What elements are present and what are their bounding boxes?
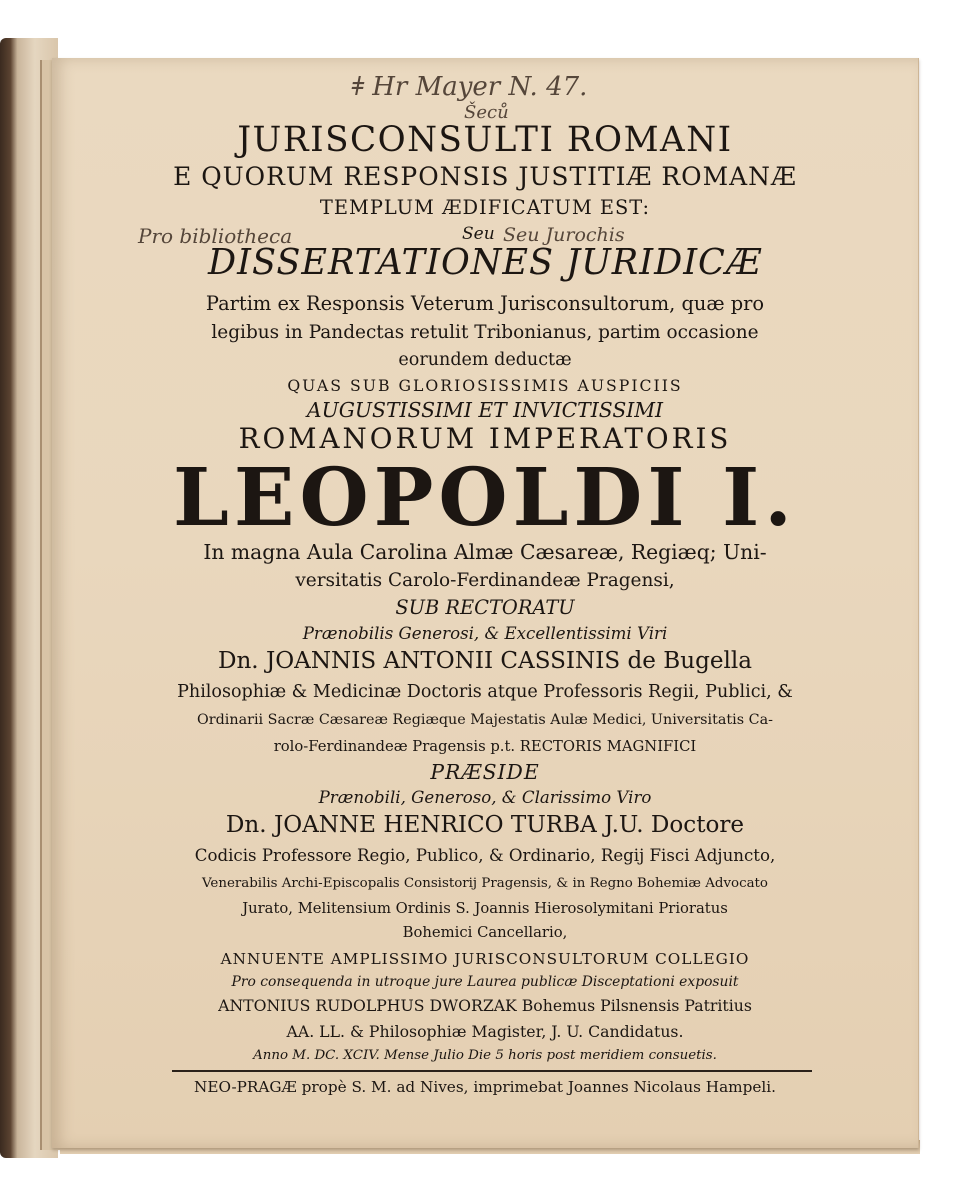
- handwritten-note-mid: Seu Jurochis: [503, 224, 625, 246]
- title-line-10: ROMANORUM IMPERATORIS: [238, 422, 732, 455]
- title-leopoldi: LEOPOLDI I.: [173, 450, 797, 544]
- imprint-rule: [172, 1070, 812, 1072]
- handwritten-note-left: Pro bibliotheca: [138, 224, 293, 248]
- title-dissertationes: DISSERTATIONES JURIDICÆ: [207, 242, 763, 283]
- title-line-25: Jurato, Melitensium Ordinis S. Joannis Hierosolymitani Prioratus: [242, 900, 728, 917]
- handwritten-note-top-2: Šeců: [464, 102, 509, 123]
- title-line-9: AUGUSTISSIMI ET INVICTISSIMI: [306, 398, 664, 422]
- title-line-8: QUAS SUB GLORIOSISSIMIS AUSPICIIS: [287, 376, 683, 395]
- title-line-30: AA. LL. & Philosophiæ Magister, J. U. Candidatus.: [286, 1022, 684, 1041]
- title-line-14: SUB RECTORATU: [395, 596, 575, 619]
- title-line-16: Dn. JOANNIS ANTONII CASSINIS de Bugella: [217, 648, 753, 674]
- title-line-18: Ordinarii Sacræ Cæsareæ Regiæque Majestatis Aulæ Medici, Universitatis Ca-: [197, 712, 773, 728]
- title-praeside: PRÆSIDE: [430, 760, 540, 784]
- title-line-1: JURISCONSULTI ROMANI: [237, 120, 733, 160]
- handwritten-note-top: ǂ Hr Mayer N. 47.: [352, 72, 588, 102]
- title-line-7: eorundem deductæ: [398, 350, 572, 370]
- title-line-13: versitatis Carolo-Ferdinandeæ Pragensi,: [295, 570, 675, 591]
- title-line-12: In magna Aula Carolina Almæ Cæsareæ, Regiæq; Uni-: [203, 540, 767, 564]
- title-line-27: ANNUENTE AMPLISSIMO JURISCONSULTORUM COLLEGIO: [220, 950, 750, 968]
- title-line-21: Prænobili, Generoso, & Clarissimo Viro: [318, 788, 652, 807]
- title-line-28: Pro consequenda in utroque jure Laurea publicæ Disceptationi exposuit: [231, 974, 739, 990]
- title-line-5: Partim ex Responsis Veterum Jurisconsultorum, quæ pro: [205, 292, 765, 315]
- title-line-6: legibus in Pandectas retulit Tribonianus, partim occasione: [211, 322, 759, 343]
- title-line-2: E QUORUM RESPONSIS JUSTITIÆ ROMANÆ: [173, 162, 797, 191]
- title-line-26: Bohemici Cancellario,: [402, 924, 568, 941]
- title-page: [52, 58, 919, 1148]
- title-line-31: Anno M. DC. XCIV. Mense Julio Die 5 horis post meridiem consuetis.: [253, 1048, 717, 1063]
- title-line-3: TEMPLUM ÆDIFICATUM EST:: [319, 196, 651, 219]
- printed-seu: Seu: [462, 224, 495, 244]
- title-page-content: [52, 58, 918, 1148]
- title-line-22: Dn. JOANNE HENRICO TURBA J.U. Doctore: [225, 812, 745, 838]
- title-line-17: Philosophiæ & Medicinæ Doctoris atque Professoris Regii, Publici, &: [177, 682, 793, 702]
- title-line-23: Codicis Professore Regio, Publico, & Ordinario, Regij Fisci Adjuncto,: [194, 846, 776, 865]
- title-line-29: ANTONIUS RUDOLPHUS DWORZAK Bohemus Pilsnensis Patritius: [218, 996, 752, 1015]
- title-line-19: rolo-Ferdinandeæ Pragensis p.t. RECTORIS MAGNIFICI: [273, 738, 697, 755]
- title-line-15: Prænobilis Generosi, & Excellentissimi Viri: [302, 624, 668, 643]
- title-imprint: NEO-PRAGÆ propè S. M. ad Nives, imprimebat Joannes Nicolaus Hampeli.: [194, 1078, 776, 1096]
- title-line-24: Venerabilis Archi-Episcopalis Consistorij Pragensis, & in Regno Bohemiæ Advocato: [202, 876, 768, 891]
